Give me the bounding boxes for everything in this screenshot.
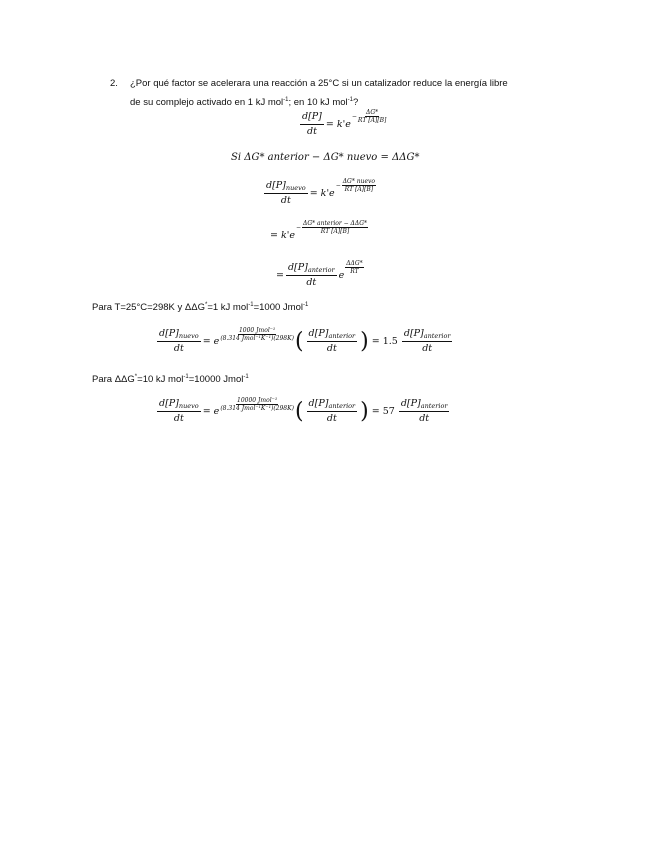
para-sup-3: -1 [243,374,249,380]
factor-value: = 1.5 [371,336,398,347]
exponent-sign: − [351,113,357,120]
equation-rate-anterior [276,262,364,289]
question-sup-1: -1 [283,97,289,103]
exponent [296,220,368,235]
factor-value: = 57 [371,406,395,417]
fraction-inner [307,398,358,425]
exponent [220,327,294,342]
numerator-text: d[P] [400,398,421,409]
numerator-subscript: anterior [328,402,356,410]
exponent-denominator: (8.314 Jmol⁻¹K⁻¹)(298K) [220,405,294,412]
exponent-denominator: RT [A][B] [344,186,374,193]
equation-result-1 [155,328,454,355]
fraction-rhs [402,328,453,355]
exponent [336,178,376,193]
numerator-subscript: nuevo [178,402,199,410]
exponential-base: e [338,270,345,281]
fraction-inner [307,328,358,355]
numerator-subscript: anterior [307,266,335,274]
exponent [345,260,363,275]
para-sup-2: -1 [183,374,189,380]
question-line-2 [130,92,558,111]
fraction-numerator [399,398,450,412]
fraction-numerator [157,328,201,342]
fraction-dpdt-new [264,180,308,207]
para-sup-2: -1 [248,302,254,308]
para-mid: =1 kJ mol [207,302,249,314]
exponent-numerator: ΔG* nuevo [342,178,376,185]
exponent-numerator: 1000 Jmol⁻¹ [238,327,276,334]
numerator-text: d[P] [266,180,286,191]
para-sup-1: * [134,374,138,380]
exponent-denominator: RT [A][B] [320,228,350,235]
fraction-dpdt [300,111,324,138]
numerator-subscript: nuevo [178,332,199,340]
fraction-lhs [157,328,201,355]
equation-lhs: = [276,270,284,281]
equation-rhs: = k'e [309,188,335,199]
fraction-denominator: dt [422,343,433,354]
numerator-text: d[P] [287,262,308,273]
numerator-subscript: anterior [423,332,451,340]
equation-rhs: = k'e [325,119,351,130]
fraction-dpdt-anterior [286,262,337,289]
paragraph-case-2 [92,374,249,385]
para-post: =1000 Jmol [253,302,303,314]
fraction-denominator: dt [280,195,291,206]
para-pre: Para T=25°C=298K y ΔΔG [92,302,205,314]
fraction-numerator: d[P] [300,111,324,125]
numerator-text: d[P] [308,398,329,409]
para-sup-3: -1 [302,302,309,308]
para-mid: =10 kJ mol [137,374,184,386]
exponent-numerator: ΔΔG* [346,260,363,267]
right-paren: ) [360,398,369,424]
numerator-subscript: anterior [420,402,448,410]
fraction-lhs [157,398,201,425]
exponent [352,109,386,124]
question-line-2-post: ? [352,97,359,109]
question-line-2-pre: de su complejo activado en 1 kJ mol [130,97,284,109]
question-text [130,75,558,111]
exponent-numerator: ΔG* anterior − ΔΔG* [303,220,368,227]
equation-equals-e: = e [202,336,220,347]
exponent [220,397,294,412]
fraction-numerator [307,398,358,412]
para-sup-1: * [204,302,208,308]
equation-rate-new [262,180,376,207]
fraction-denominator: dt [326,343,337,354]
fraction-numerator [157,398,201,412]
exponent-denominator: RT [A][B] [357,117,387,124]
question-line-2-mid: ; en 10 kJ mol [288,97,348,109]
numerator-text: d[P] [159,328,179,339]
equation-lhs: = k'e [270,230,295,241]
equation-rate-law [298,111,386,138]
question-sup-2: -1 [347,97,353,103]
fraction-rhs [399,398,450,425]
left-paren: ( [294,328,304,354]
exponent-numerator: ΔG* [366,109,379,116]
fraction-numerator [286,262,337,276]
fraction-numerator [402,328,453,342]
exponent-numerator: 10000 Jmol⁻¹ [237,397,278,404]
paragraph-case-1 [92,302,308,313]
numerator-subscript: nuevo [285,184,306,192]
equation-substitution [270,220,368,243]
exponent-sign: − [295,224,302,231]
fraction-denominator: dt [326,413,337,424]
para-post: =10000 Jmol [188,374,244,386]
exponent-denominator: (8.314 Jmol⁻¹K⁻¹)(298K) [220,335,294,342]
question-number: 2. [110,78,118,89]
para-pre: Para ΔΔG [92,374,135,386]
fraction-denominator: dt [306,277,317,288]
numerator-text: d[P] [403,328,424,339]
fraction-denominator: dt [306,126,317,137]
left-paren: ( [294,398,304,424]
equation-definition [231,152,420,163]
exponent-denominator: RT [350,268,359,275]
fraction-denominator: dt [173,413,184,424]
question-line-1: ¿Por qué factor se acelerara una reacción a 25°C si un catalizador reduce la energía libre [130,78,508,89]
fraction-denominator: dt [173,343,184,354]
fraction-denominator: dt [419,413,430,424]
right-paren: ) [360,328,369,354]
numerator-text: d[P] [159,398,179,409]
fraction-numerator [264,180,308,194]
equation-definition-text: Si ΔG* anterior − ΔG* nuevo = ΔΔG* [231,152,420,163]
equation-equals-e: = e [202,406,220,417]
fraction-numerator [307,328,358,342]
numerator-subscript: anterior [328,332,356,340]
exponent-sign: − [335,182,341,189]
numerator-text: d[P] [308,328,329,339]
equation-result-2 [155,398,451,425]
